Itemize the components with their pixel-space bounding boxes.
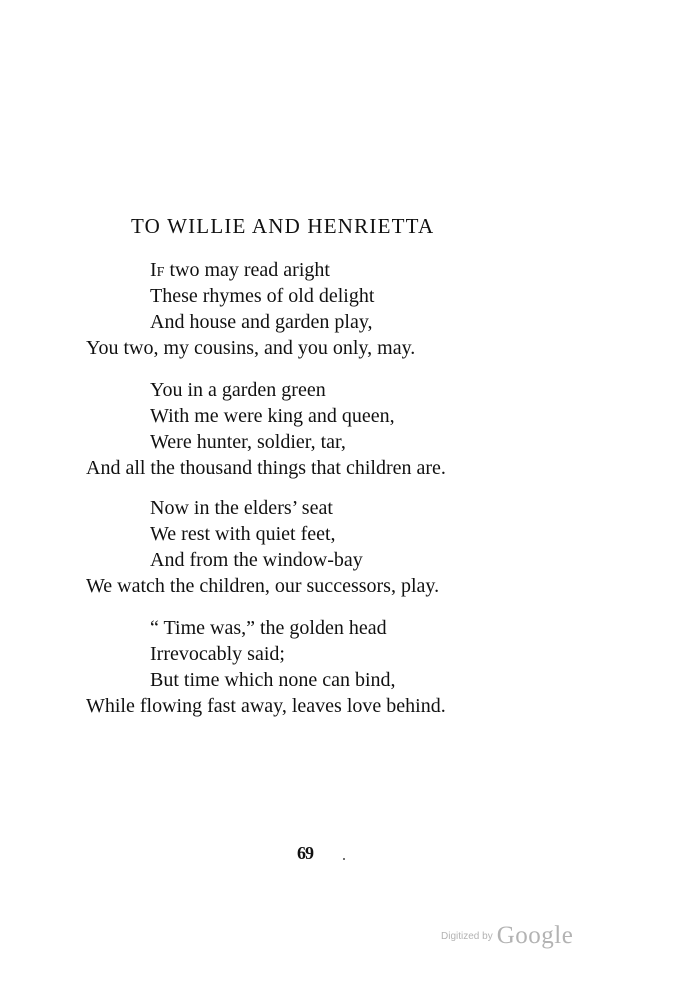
poem-line: But time which none can bind, bbox=[150, 669, 396, 691]
poem-line: And all the thousand things that children are. bbox=[86, 457, 446, 479]
digitized-watermark bbox=[441, 922, 573, 950]
poem-line: We watch the children, our successors, play. bbox=[86, 575, 440, 597]
page-number: 69 bbox=[297, 843, 313, 863]
poem-line: And from the window-bay bbox=[150, 549, 363, 571]
poem-line: With me were king and queen, bbox=[150, 405, 395, 427]
poem-line: “ Time was,” the golden head bbox=[150, 617, 387, 639]
poem-line: And house and garden play, bbox=[150, 311, 373, 333]
stanza bbox=[86, 615, 606, 719]
poem-line: These rhymes of old delight bbox=[150, 285, 375, 307]
stanza bbox=[86, 495, 606, 599]
poem-line: We rest with quiet feet, bbox=[150, 523, 336, 545]
poem-line: Now in the elders’ seat bbox=[150, 497, 333, 519]
poem-line bbox=[86, 257, 606, 283]
line-text: two may read aright bbox=[164, 259, 330, 281]
drop-word: If bbox=[150, 259, 165, 281]
stanza bbox=[86, 377, 606, 481]
google-logo: Google bbox=[496, 922, 574, 949]
poem-line: Were hunter, soldier, tar, bbox=[150, 431, 346, 453]
poem-line: While flowing fast away, leaves love behind. bbox=[86, 695, 446, 717]
stanza bbox=[86, 257, 606, 361]
poem-line: Irrevocably said; bbox=[150, 643, 285, 665]
poem-title: TO WILLIE AND HENRIETTA bbox=[131, 214, 435, 238]
watermark-prefix: Digitized by bbox=[441, 931, 493, 942]
poem-line: You in a garden green bbox=[150, 379, 326, 401]
print-speck bbox=[343, 858, 345, 860]
poem-line: You two, my cousins, and you only, may. bbox=[86, 337, 416, 359]
